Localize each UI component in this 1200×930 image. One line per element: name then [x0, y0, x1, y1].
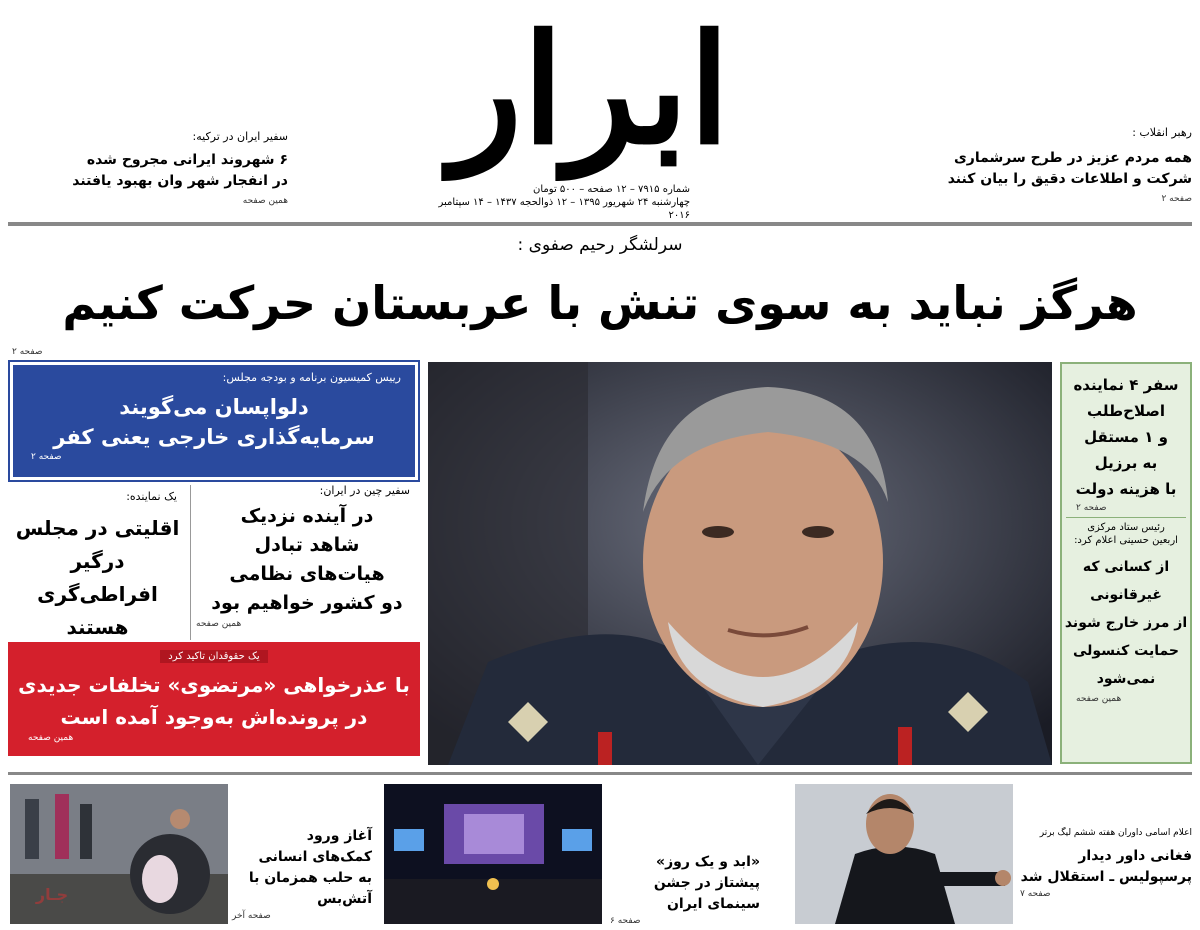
bottom-story-cinema[interactable]	[610, 852, 760, 927]
header-rule	[8, 222, 1192, 226]
story-china[interactable]	[196, 484, 418, 630]
box-divider	[1066, 517, 1186, 518]
watermark: جـار	[35, 885, 69, 904]
page-ref: صفحه ۲	[12, 347, 43, 357]
story-kicker: سفیر چین در ایران:	[319, 484, 410, 497]
story-line: با هزینه دولت	[1075, 480, 1177, 498]
story-line: پرسپولیس ـ استقلال شد	[1020, 869, 1192, 885]
story-line: و ۱ مستقل	[1084, 428, 1168, 446]
referee-illustration	[795, 784, 1013, 924]
story-line: کمک‌های انسانی	[258, 849, 372, 865]
story-line: در پرونده‌اش به‌وجود آمده است	[60, 705, 368, 729]
story-line: سرمایه‌گذاری خارجی یعنی کفر	[53, 425, 375, 449]
page-ref: همین صفحه	[28, 733, 74, 743]
story-line: در آینده نزدیک	[240, 505, 374, 527]
story-line: حمایت کنسولی	[1073, 643, 1179, 659]
story-line: به حلب همزمان با	[248, 870, 372, 886]
page-ref: صفحه ۲	[31, 452, 62, 462]
story-kicker: اربعین حسینی اعلام کرد:	[1074, 535, 1178, 546]
story-minority[interactable]	[10, 490, 185, 656]
teaser-kicker: رهبر انقلاب :	[1132, 126, 1192, 139]
story-line: دلواپسان می‌گویند	[119, 395, 309, 419]
festival-illustration	[384, 784, 602, 924]
teaser-line: ۶ شهروند ایرانی مجروح شده	[86, 152, 288, 168]
story-line: سینمای ایران	[666, 896, 760, 912]
story-line: هیات‌های نظامی	[229, 563, 385, 585]
story-line: «ابد و یک روز»	[656, 854, 760, 870]
main-photo	[428, 362, 1052, 765]
story-line: از کسانی که	[1082, 559, 1170, 575]
top-right-teaser[interactable]	[892, 126, 1192, 205]
story-kicker: رییس کمیسیون برنامه و بودجه مجلس:	[222, 371, 401, 384]
story-line: نمی‌شود	[1096, 671, 1156, 687]
story-line: از مرز خارج شوند	[1064, 615, 1188, 631]
page-ref: صفحه ۲	[1076, 503, 1107, 513]
red-box-story[interactable]	[10, 644, 418, 754]
green-box-stories[interactable]	[1060, 362, 1192, 764]
story-line: دو کشور خواهیم بود	[211, 592, 403, 614]
story-line: فغانی داور دیدار	[1078, 848, 1192, 864]
story-line: هستند	[66, 615, 129, 639]
story-line: سفر ۴ نماینده	[1073, 376, 1179, 394]
bottom-rule	[8, 772, 1192, 775]
story-line: آغاز ورود	[306, 828, 372, 844]
story-kicker: رئیس ستاد مرکزی	[1087, 522, 1165, 533]
bottom-story-aleppo[interactable]	[232, 826, 372, 922]
top-left-teaser[interactable]	[8, 130, 288, 207]
story-line: آتش‌بس	[317, 891, 372, 907]
teaser-line: همه مردم عزیز در طرح سرشماری	[953, 150, 1192, 166]
page-ref: صفحه آخر	[232, 911, 271, 921]
story-line: به برزیل	[1094, 454, 1158, 472]
teaser-kicker: سفیر ایران در ترکیه:	[192, 130, 288, 143]
cinema-photo	[384, 784, 602, 924]
main-headline[interactable]: هرگز نباید به سوی تنش با عربستان حرکت کنیم	[62, 276, 1138, 330]
page-ref: صفحه ۲	[1161, 194, 1192, 204]
page-ref: صفحه ۷	[1020, 889, 1051, 899]
story-line: با عذرخواهی «مرتضوی» تخلفات جدیدی	[18, 673, 410, 697]
referee-photo	[795, 784, 1013, 924]
masthead-logo: ابرار	[449, 2, 731, 178]
story-line: شاهد تبادل	[254, 534, 360, 556]
blue-box-story[interactable]	[10, 362, 418, 480]
column-divider	[190, 485, 191, 640]
story-line: پیشتاز در جشن	[653, 875, 760, 891]
page-ref: همین صفحه	[242, 196, 288, 206]
story-kicker: یک حقوقدان تاکید کرد	[160, 650, 267, 663]
story-line: اقلیتی در مجلس	[15, 516, 180, 540]
portrait-illustration	[428, 362, 1052, 765]
story-line: درگیر افراطی‌گری	[37, 549, 158, 606]
headline-supertitle: سرلشگر رحیم صفوی :	[517, 235, 683, 255]
page-ref: همین صفحه	[1076, 694, 1122, 704]
teaser-line: در انفجار شهر وان بهبود یافتند	[72, 173, 288, 189]
teaser-line: شرکت و اطلاعات دقیق را بیان کنند	[947, 171, 1192, 187]
story-kicker: اعلام اسامی داوران هفته ششم لیگ برتر	[1039, 828, 1192, 838]
page-ref: همین صفحه	[196, 619, 242, 629]
bottom-story-referee[interactable]	[1020, 826, 1192, 900]
date-line: چهارشنبه ۲۴ شهریور ۱۳۹۵ – ۱۲ ذوالحجه ۱۴۳۷ – ۱۴ سپتامبر ۲۰۱۶	[438, 197, 690, 221]
story-line: غیرقانونی	[1090, 587, 1162, 603]
story-kicker: یک نماینده:	[126, 490, 177, 503]
issue-line: شماره ۷۹۱۵ – ۱۲ صفحه – ۵۰۰ تومان	[533, 184, 690, 195]
page-ref: صفحه ۶	[610, 916, 641, 926]
story-line: اصلاح‌طلب	[1087, 402, 1165, 420]
issue-info	[420, 183, 690, 222]
